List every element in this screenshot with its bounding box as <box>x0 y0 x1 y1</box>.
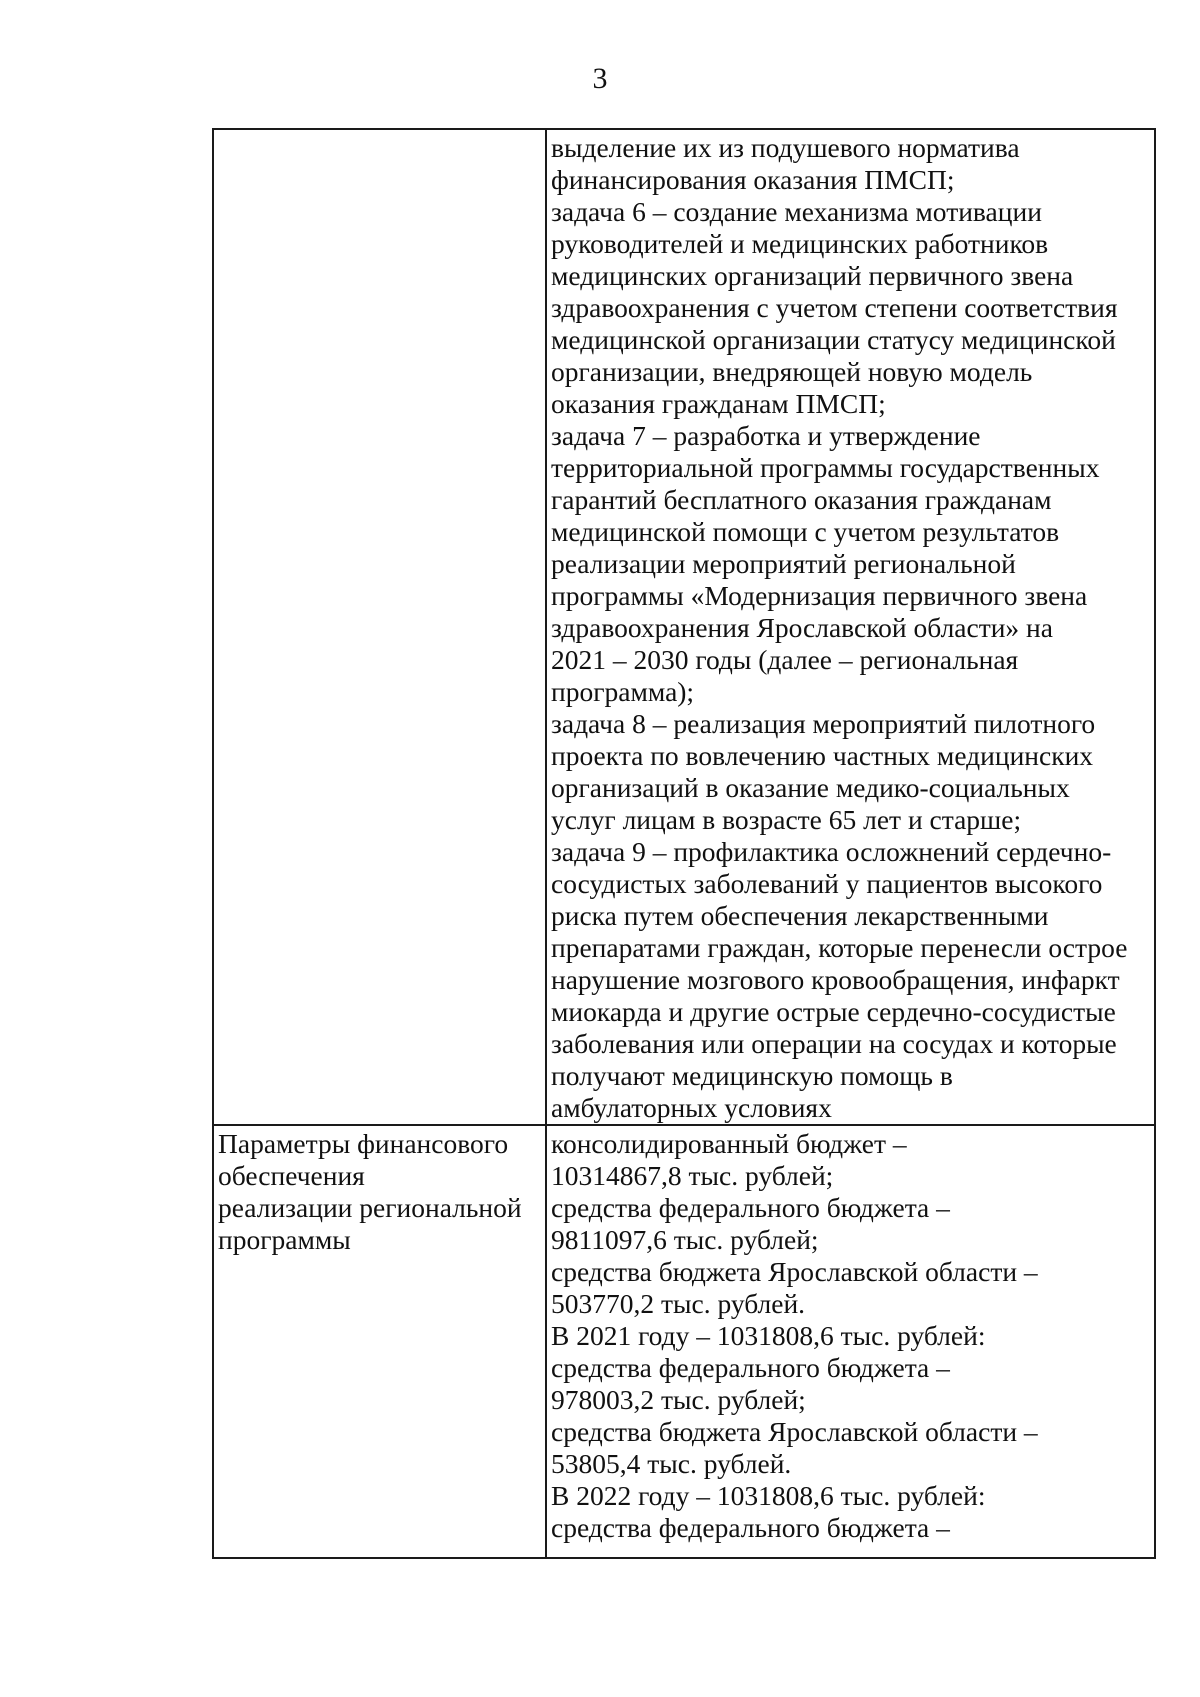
text-line: здравоохранения Ярославской области» на <box>551 612 1053 643</box>
table-cell-financing-text <box>546 1125 1155 1558</box>
text-line: медицинской помощи с учетом результатов <box>551 516 1060 547</box>
text-line: программы «Модернизация первичного звена <box>551 580 1088 611</box>
text-line: средства федерального бюджета – <box>551 1192 950 1223</box>
text-line: задача 6 – создание механизма мотивации <box>551 196 1042 227</box>
text-line: обеспечения <box>218 1160 365 1191</box>
text-line: финансирования оказания ПМСП; <box>551 164 955 195</box>
table-cell-tasks-label <box>213 129 546 1125</box>
text-line: медицинской организации статусу медицинской <box>551 324 1116 355</box>
text-line: гарантий бесплатного оказания гражданам <box>551 484 1052 515</box>
table-cell-financing-label <box>213 1125 546 1558</box>
text-line: нарушение мозгового кровообращения, инфаркт <box>551 964 1120 995</box>
text-line: миокарда и другие острые сердечно-сосудистые <box>551 996 1116 1027</box>
text-line: 9811097,6 тыс. рублей; <box>551 1224 819 1255</box>
text-line: сосудистых заболеваний у пациентов высокого <box>551 868 1103 899</box>
text-line: риска путем обеспечения лекарственными <box>551 900 1049 931</box>
text-line: средства бюджета Ярославской области – <box>551 1416 1038 1447</box>
text-line: услуг лицам в возрасте 65 лет и старше; <box>551 804 1022 835</box>
text-line: В 2022 году – 1031808,6 тыс. рублей: <box>551 1480 986 1511</box>
text-line: заболевания или операции на сосудах и которые <box>551 1028 1117 1059</box>
table-row-financing <box>213 1125 1155 1558</box>
text-line: 503770,2 тыс. рублей. <box>551 1288 806 1319</box>
text-line: средства бюджета Ярославской области – <box>551 1256 1038 1287</box>
text-line: задача 9 – профилактика осложнений сердечно- <box>551 836 1112 867</box>
program-passport-table <box>212 128 1156 1559</box>
text-line: Параметры финансового <box>218 1128 509 1159</box>
text-line: консолидированный бюджет – <box>551 1128 907 1159</box>
text-line: программа); <box>551 676 695 707</box>
text-line: средства федерального бюджета – <box>551 1352 950 1383</box>
text-line: территориальной программы государственных <box>551 452 1100 483</box>
text-line: В 2021 году – 1031808,6 тыс. рублей: <box>551 1320 986 1351</box>
text-line: получают медицинскую помощь в <box>551 1060 953 1091</box>
text-line: препаратами граждан, которые перенесли острое <box>551 932 1128 963</box>
text-line: организации, внедряющей новую модель <box>551 356 1033 387</box>
text-line: амбулаторных условиях <box>551 1092 832 1123</box>
text-line: реализации мероприятий региональной <box>551 548 1016 579</box>
table-cell-tasks-text <box>546 129 1155 1125</box>
page-number: 3 <box>592 62 608 95</box>
text-line: программы <box>218 1224 351 1255</box>
text-line: средства федерального бюджета – <box>551 1512 950 1543</box>
table-row-tasks <box>213 129 1155 1125</box>
text-line: здравоохранения с учетом степени соответствия <box>551 292 1118 323</box>
text-line: организаций в оказание медико-социальных <box>551 772 1070 803</box>
text-line: 53805,4 тыс. рублей. <box>551 1448 792 1479</box>
text-line: задача 8 – реализация мероприятий пилотного <box>551 708 1096 739</box>
text-line: проекта по вовлечению частных медицинских <box>551 740 1094 771</box>
text-line: 2021 – 2030 годы (далее – региональная <box>551 644 1019 675</box>
text-line: реализации региональной <box>218 1192 522 1223</box>
text-line: руководителей и медицинских работников <box>551 228 1049 259</box>
text-line: медицинских организаций первичного звена <box>551 260 1074 291</box>
text-line: оказания гражданам ПМСП; <box>551 388 886 419</box>
text-line: выделение их из подушевого норматива <box>551 132 1020 163</box>
text-line: задача 7 – разработка и утверждение <box>551 420 981 451</box>
text-line: 10314867,8 тыс. рублей; <box>551 1160 834 1191</box>
text-line: 978003,2 тыс. рублей; <box>551 1384 806 1415</box>
